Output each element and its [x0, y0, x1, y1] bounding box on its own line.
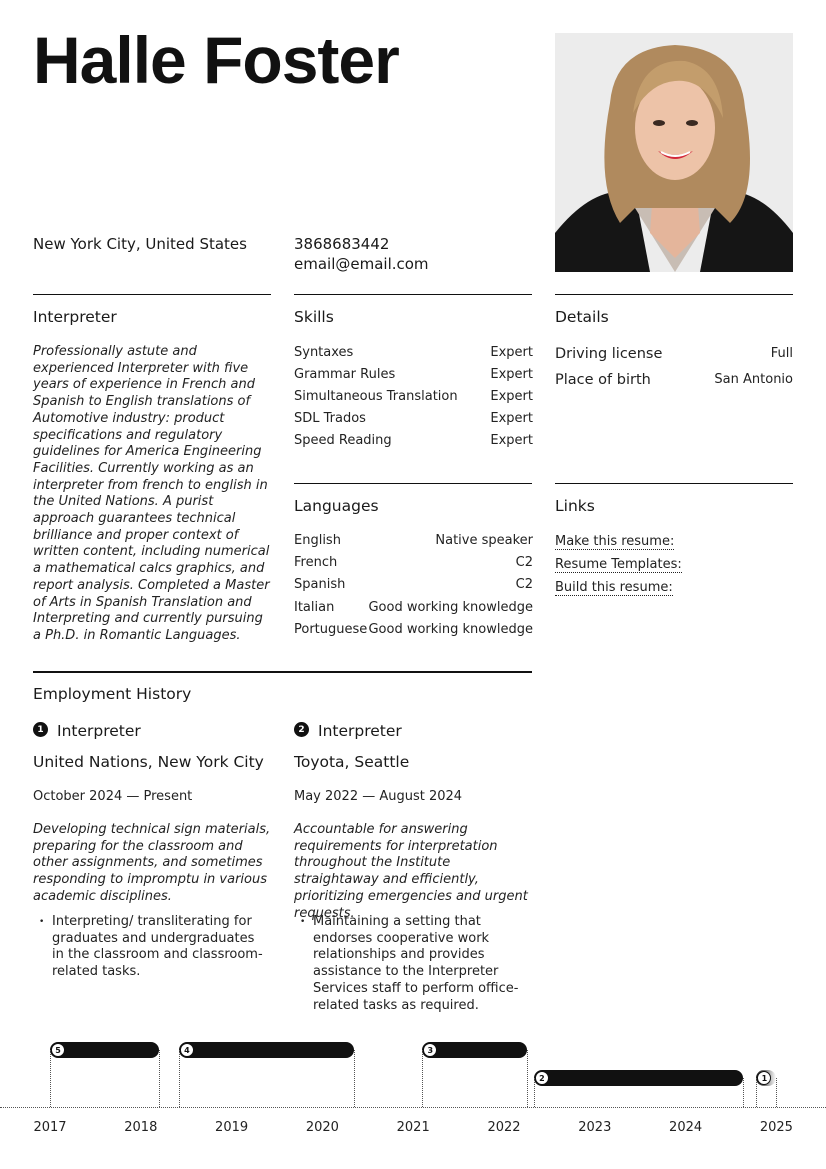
language-name: Spanish: [294, 577, 346, 592]
job-number-badge: 2: [294, 722, 309, 737]
job-title: [33, 722, 141, 740]
timeline-bar-number: 2: [535, 1071, 549, 1085]
timeline-marker-line: [776, 1078, 777, 1107]
divider: [33, 671, 532, 673]
link-build-resume[interactable]: Build this resume:: [555, 580, 673, 595]
timeline-bar-number: 3: [423, 1043, 437, 1057]
timeline-marker-line: [422, 1050, 423, 1107]
timeline-axis: [0, 1107, 826, 1108]
skill-name: Speed Reading: [294, 433, 392, 448]
divider: [294, 483, 532, 484]
details-title: Details: [555, 308, 609, 326]
location: New York City, United States: [33, 235, 247, 253]
detail-row: [555, 372, 793, 388]
timeline-bar: [50, 1042, 159, 1058]
timeline-bar: [756, 1070, 776, 1086]
timeline-bar: [422, 1042, 526, 1058]
language-row: [294, 600, 533, 615]
job-dates: October 2024 — Present: [33, 789, 193, 804]
job-number-badge: 1: [33, 722, 48, 737]
profile-photo: [555, 33, 793, 272]
employment-timeline: [0, 1030, 826, 1169]
language-name: Italian: [294, 600, 335, 615]
detail-row: [555, 346, 793, 362]
detail-label: Driving license: [555, 346, 663, 362]
timeline-year-label: 2024: [669, 1120, 703, 1135]
job-bullet: • Interpreting/ transliterating for graduates and undergraduates in the classroom and classroom-related tasks.: [33, 914, 263, 981]
detail-value: San Antonio: [714, 372, 793, 387]
candidate-name: Halle Foster: [33, 23, 399, 97]
job-bullet: • Maintaining a setting that endorses cooperative work relationships and provides assistance to the Interpreter Services staff to perform office-related tasks as required.: [294, 914, 539, 1014]
timeline-year-label: 2017: [33, 1120, 67, 1135]
skills-title: Skills: [294, 308, 334, 326]
language-name: Portuguese: [294, 622, 368, 637]
detail-label: Place of birth: [555, 372, 651, 388]
link-make-resume[interactable]: Make this resume:: [555, 534, 675, 549]
skill-level: Expert: [490, 345, 533, 360]
timeline-bar: [534, 1070, 743, 1086]
divider: [555, 294, 793, 295]
skill-level: Expert: [490, 433, 533, 448]
timeline-marker-line: [179, 1050, 180, 1107]
divider: [555, 483, 793, 484]
timeline-year-label: 2018: [124, 1120, 158, 1135]
profile-title: Interpreter: [33, 308, 117, 326]
language-name: French: [294, 555, 338, 570]
timeline-year-label: 2021: [396, 1120, 430, 1135]
skill-name: Simultaneous Translation: [294, 389, 458, 404]
job-description: Accountable for answering requirements for interpretation throughout the Institute straightaway and efficiently, prioritizing emergencies and urgent requests.: [294, 822, 528, 921]
profile-summary: Professionally astute and experienced Interpreter with five years of experience in French and Spanish to English translations of Automotive industry: product specifications and regulatory guidelines for America Engineering Facilities. Currently working as an interpreter from french to english in the United Nations. A purist approach guarantees technical brilliance and proper context of written content, including numerical a mathematical calcs graphics, and report analysis. Completed a Master of Arts in Spanish Translation and Interpreting and currently pursuing a Ph.D. in Romantic Languages.: [33, 344, 270, 643]
language-level: Native speaker: [435, 533, 533, 548]
timeline-marker-line: [743, 1078, 744, 1107]
detail-value: Full: [770, 346, 793, 361]
skill-row: [294, 389, 533, 404]
timeline-marker-line: [354, 1050, 355, 1107]
language-level: Good working knowledge: [368, 622, 533, 637]
skill-name: Grammar Rules: [294, 367, 396, 382]
timeline-marker-line: [159, 1050, 160, 1107]
skill-row: [294, 367, 533, 382]
timeline-marker-line: [527, 1050, 528, 1107]
skill-row: [294, 411, 533, 426]
timeline-year-label: 2025: [759, 1120, 793, 1135]
phone-number: 3868683442: [294, 235, 390, 253]
job-description: Developing technical sign materials, preparing for the classroom and other assignments, and sometimes responding to impromptu in various academic disciplines.: [33, 822, 271, 904]
job-company: United Nations, New York City: [33, 753, 264, 771]
skill-level: Expert: [490, 389, 533, 404]
skill-row: [294, 345, 533, 360]
job-title: [294, 722, 402, 740]
link-resume-templates[interactable]: Resume Templates:: [555, 557, 682, 572]
timeline-year-label: 2022: [487, 1120, 521, 1135]
languages-title: Languages: [294, 497, 379, 515]
job-company: Toyota, Seattle: [294, 753, 410, 771]
skill-name: SDL Trados: [294, 411, 366, 426]
timeline-year-label: 2020: [305, 1120, 339, 1135]
job-title-text: Interpreter: [318, 722, 402, 740]
language-row: [294, 555, 533, 570]
skill-level: Expert: [490, 367, 533, 382]
job-dates: May 2022 — August 2024: [294, 789, 463, 804]
timeline-year-label: 2019: [215, 1120, 249, 1135]
language-row: [294, 577, 533, 592]
timeline-marker-line: [756, 1078, 757, 1107]
timeline-bar-number: 1: [757, 1071, 771, 1085]
timeline-bar-number: 4: [180, 1043, 194, 1057]
divider: [33, 294, 271, 295]
employment-title: Employment History: [33, 685, 192, 703]
language-name: English: [294, 533, 341, 548]
timeline-bar-number: 5: [51, 1043, 65, 1057]
language-level: C2: [515, 555, 533, 570]
language-row: [294, 533, 533, 548]
language-level: Good working knowledge: [368, 600, 533, 615]
timeline-bar: [179, 1042, 354, 1058]
job-title-text: Interpreter: [57, 722, 141, 740]
email-address: email@email.com: [294, 255, 429, 273]
divider: [294, 294, 532, 295]
language-level: C2: [515, 577, 533, 592]
skill-row: [294, 433, 533, 448]
timeline-marker-line: [534, 1078, 535, 1107]
language-row: [294, 622, 533, 637]
links-title: Links: [555, 497, 595, 515]
skill-level: Expert: [490, 411, 533, 426]
timeline-marker-line: [50, 1050, 51, 1107]
skill-name: Syntaxes: [294, 345, 354, 360]
timeline-year-label: 2023: [578, 1120, 612, 1135]
